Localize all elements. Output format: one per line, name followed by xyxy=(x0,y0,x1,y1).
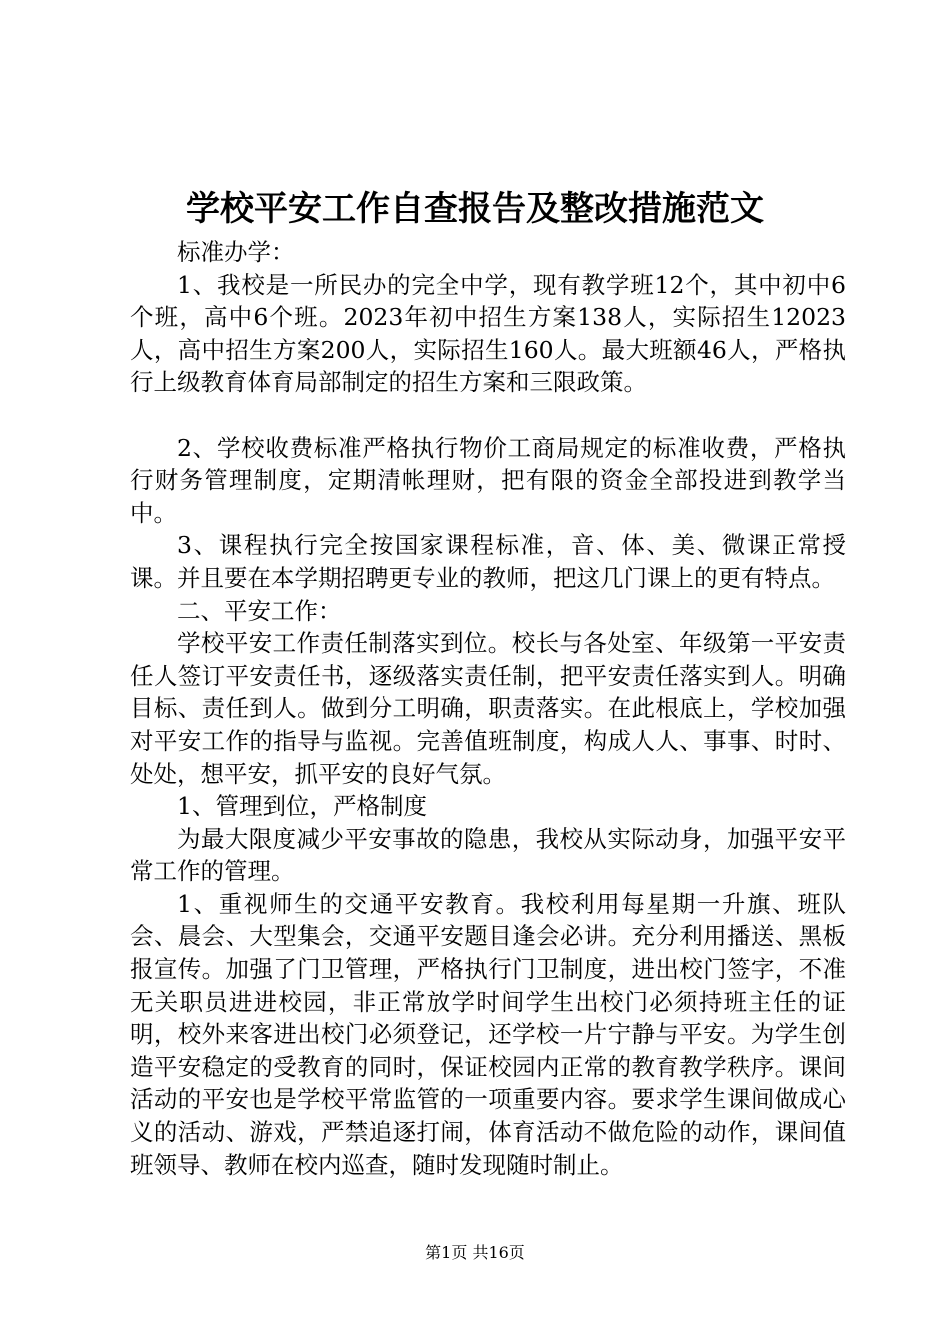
paragraph-management-intro: 为最大限度减少平安事故的隐患，我校从实际动身，加强平安平常工作的管理。 xyxy=(130,824,846,886)
section-heading-safety-work: 二、平安工作： xyxy=(177,596,342,625)
section-heading-standard-schooling: 标准办学： xyxy=(177,238,295,266)
paragraph-enrollment: 1、我校是一所民办的完全中学，现有教学班12个，其中初中6个班，高中6个班。2023年初中招生方案138人，实际招生12023人，高中招生方案200人，实际招生160人。最大班额46人，严格执行上级教育体育局部制定的招生方案和三限政策。 xyxy=(130,270,846,397)
paragraph-fees: 2、学校收费标准严格执行物价工商局规定的标准收费，严格执行财务管理制度，定期清帐理财，把有限的资金全部投进到教学当中。 xyxy=(130,433,846,527)
page-number-footer: 第1页 共16页 xyxy=(425,1243,525,1262)
page-title: 学校平安工作自查报告及整改措施范文 xyxy=(186,189,764,229)
paragraph-traffic-safety: 1、重视师生的交通平安教育。我校利用每星期一升旗、班队会、晨会、大型集会，交通平安题目逢会必讲。充分利用播送、黑板报宣传。加强了门卫管理，严格执行门卫制度，进出校门签字，不准无关职员进进校园，非正常放学时间学生出校门必须持班主任的证明，校外来客进出校门必须登记，还学校一片宁静与平安。为学生创造平安稳定的受教育的同时，保证校园内正常的教育教学秩序。课间活动的平安也是学校平常监管的一项重要内容。要求学生课间做成心义的活动、游戏，严禁追逐打闹，体育活动不做危险的动作，课间值班领导、教师在校内巡查，随时发现随时制止。 xyxy=(130,889,846,1179)
paragraph-curriculum: 3、课程执行完全按国家课程标准，音、体、美、微课正常授课。并且要在本学期招聘更专业的教师，把这几门课上的更有特点。 xyxy=(130,531,846,592)
paragraph-safety-responsibility: 学校平安工作责任制落实到位。校长与各处室、年级第一平安责任人签订平安责任书，逐级落实责任制，把平安责任落实到人。明确目标、责任到人。做到分工明确，职责落实。在此根底上，学校加强对平安工作的指导与监视。完善值班制度，构成人人、事事、时时、处处，想平安，抓平安的良好气氛。 xyxy=(130,629,846,788)
subheading-management: 1、管理到位，严格制度 xyxy=(177,792,427,821)
document-body xyxy=(130,236,846,1181)
